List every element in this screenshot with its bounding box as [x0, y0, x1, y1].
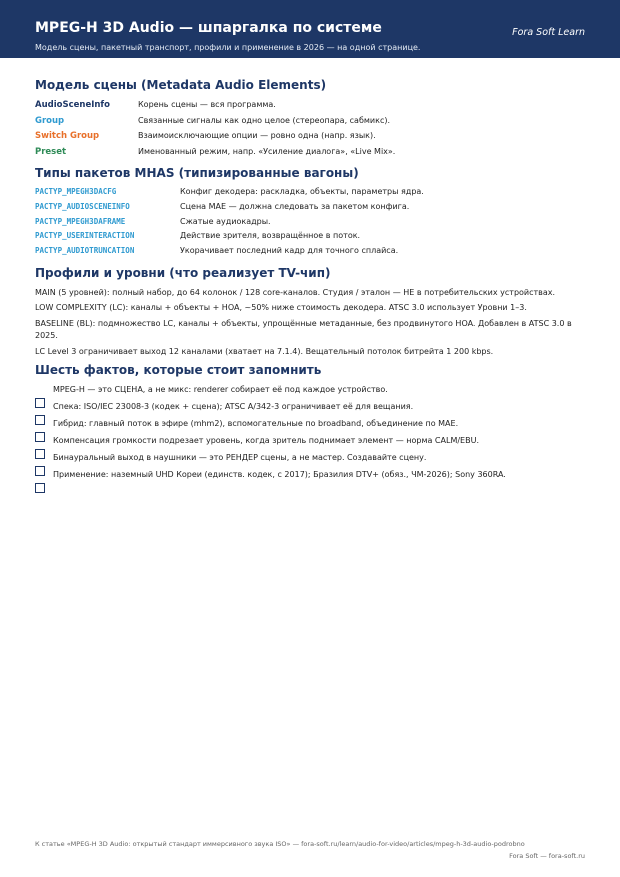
section-heading: Типы пакетов MHAS (типизированные вагоны) [35, 166, 359, 180]
packet-item [35, 246, 585, 261]
page-header [0, 0, 620, 58]
packet-code: PACTYP_AUDIOSCENEINFO [35, 201, 130, 211]
scene-item [35, 147, 585, 163]
packet-desc: Сжатые аудиокадры. [180, 216, 271, 226]
packet-item [35, 187, 585, 202]
fact-text: Гибрид: главный поток в эфире (mhm2), вспомогательные по broadband, объединение по MAE. [53, 419, 459, 429]
packet-desc: Конфиг декодера: раскладка, объекты, параметры ядра. [180, 187, 424, 196]
fact-checkbox[interactable] [35, 466, 45, 476]
fact-checkbox[interactable] [35, 432, 45, 442]
fact-text: Спека: ISO/IEC 23008-3 (кодек + сцена); ATSC A/342-3 ограничивает её для вещания. [53, 402, 414, 412]
scene-term: Group [35, 115, 65, 126]
packet-desc: Укорачивает последний кадр для точного сплайса. [180, 246, 399, 256]
section-profiles [35, 266, 585, 359]
profile-paragraph: BASELINE (BL): подмножество LC, каналы + объекты, упрощённые метаданные, без продвинутого HOA. Добавлен в ATSC 3.0 в 2025. [35, 318, 572, 341]
packet-code: PACTYP_AUDIOTRUNCATION [35, 246, 135, 256]
footer-brand: Fora Soft — fora-soft.ru [509, 852, 585, 860]
profile-paragraph: LOW COMPLEXITY (LC): каналы + объекты + HOA, ~50% ниже стоимость декодера. ATSC 3.0 использует Уровни 1–3. [35, 303, 527, 313]
section-facts [35, 363, 585, 495]
section-heading: Шесть фактов, которые стоит запомнить [35, 363, 322, 378]
packet-desc: Сцена MAE — должна следовать за пакетом конфига. [180, 201, 410, 211]
packet-code: PACTYP_MPEGH3DAFRAME [35, 216, 126, 226]
section-packets [35, 166, 585, 261]
fact-checkbox[interactable] [35, 483, 45, 493]
scene-desc: Именованный режим, напр. «Усиление диалога», «Live Mix». [138, 146, 396, 156]
packet-code: PACTYP_MPEGH3DACFG [35, 187, 117, 196]
page-title: MPEG-H 3D Audio — шпаргалка по системе [35, 20, 382, 36]
packet-item [35, 231, 585, 246]
packet-desc: Действие зрителя, возвращённое в поток. [180, 231, 361, 241]
section-scene-model [35, 78, 585, 162]
section-heading: Модель сцены (Metadata Audio Elements) [35, 78, 327, 92]
packet-item [35, 217, 585, 232]
scene-desc: Взаимоисключающие опции — ровно одна (напр. язык). [138, 131, 376, 140]
fact-text: Применение: наземный UHD Кореи (единств. кодек, с 2017); Бразилия DTV+ (обяз., ЧМ-2026); Sony 360RA. [53, 470, 506, 480]
scene-term: AudioSceneInfo [35, 100, 110, 110]
scene-item [35, 131, 585, 147]
scene-desc: Связанные сигналы как одно целое (стереопара, сабмикс). [138, 115, 391, 125]
page-subtitle: Модель сцены, пакетный транспорт, профили и применение в 2026 — на одной странице. [35, 43, 421, 52]
fact-text: MPEG-H — это СЦЕНА, а не микс: renderer собирает её под каждое устройство. [53, 385, 388, 395]
fact-text: Бинауральный выход в наушники — это РЕНДЕР сцены, а не мастер. Создавайте сцену. [53, 453, 427, 463]
fact-checkbox[interactable] [35, 415, 45, 425]
main-content [35, 78, 585, 495]
section-heading: Профили и уровни (что реализует TV-чип) [35, 265, 331, 280]
scene-desc: Корень сцены — вся программа. [138, 100, 276, 109]
fact-checkbox[interactable] [35, 449, 45, 459]
scene-term: Switch Group [35, 131, 100, 141]
fact-checkbox[interactable] [35, 398, 45, 408]
footer-article-link[interactable]: К статье «MPEG-H 3D Audio: открытый стандарт иммерсивного звука ISO» — fora-soft.ru/learn/audio-for-video/articles/mpeg-h-3d-audio-podrobno [35, 840, 525, 848]
scene-item [35, 116, 585, 132]
brand-label: Fora Soft Learn [512, 27, 585, 38]
scene-item [35, 100, 585, 116]
packet-code: PACTYP_USERINTERACTION [35, 231, 135, 241]
fact-list [35, 385, 585, 495]
fact-text: Компенсация громкости подрезает уровень, когда зритель поднимает элемент — норма CALM/EBU. [53, 436, 479, 446]
packet-list [35, 187, 585, 261]
profile-paragraph: LC Level 3 ограничивает выход 12 каналами (хватает на 7.1.4). Вещательный потолок битрейта 1 200 kbps. [35, 346, 494, 356]
packet-item [35, 202, 585, 217]
scene-term: Preset [35, 146, 67, 157]
profile-paragraph: MAIN (5 уровней): полный набор, до 64 колонок / 128 core-каналов. Студия / эталон — НЕ в потребительских устройствах. [35, 287, 556, 297]
